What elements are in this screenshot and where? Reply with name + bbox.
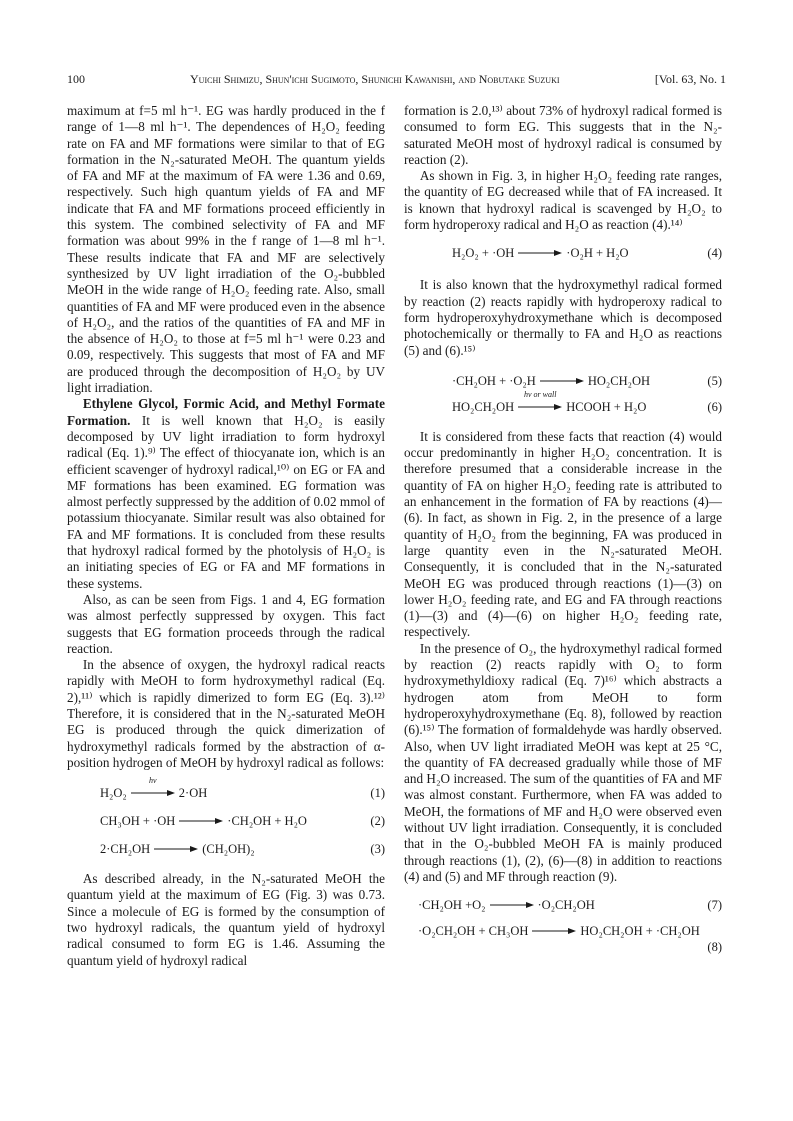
paragraph-body: It is well known that H₂O₂ is easily decomposed by UV light irradiation to form hydroxyl radical (Eq. 1).⁹⁾ The effect of thiocyanate ion, which is an efficient scavenger of hydroxyl radical,¹⁰⁾ on EG or FA and MF formations has been examined. EG formation was almost perfectly suppressed by the addition of 0.02 mmol of potassium thiocyanate. Similar result was also obtained for FA and MF formations. It is concluded from these results that hydroxyl radical formed by the photolysis of H₂O₂ is an initiating species of EG or FA and MF formations in these systems.	[67, 412, 385, 591]
paragraph: As shown in Fig. 3, in higher H₂O₂ feeding rate ranges, the quantity of EG decreased while that of FA increased. It is known that hydroxyl radical is scavenged by H₂O₂ to form hydroperoxy radical and H₂O as reaction (4).¹⁴⁾	[404, 168, 722, 233]
equation-lhs: CH₃OH + ·OH	[100, 814, 176, 829]
equation-number: (5)	[707, 373, 722, 388]
equation-lhs: HO₂CH₂OH	[452, 399, 515, 414]
equation-lhs: ·CH₂OH +O₂	[418, 898, 486, 913]
equation-lhs: H₂O₂	[100, 786, 127, 801]
equation-2	[67, 813, 385, 829]
equation-number: (2)	[370, 814, 385, 829]
right-column	[404, 103, 722, 955]
paragraph: Also, as can be seen from Figs. 1 and 4, EG formation was almost perfectly suppressed by oxygen. This fact suggests that EG formation proceeds through the radical reaction.	[67, 591, 385, 656]
reaction-arrow	[179, 813, 223, 829]
equation-number: (1)	[370, 786, 385, 801]
running-head-volume: [Vol. 63, No. 1	[654, 72, 726, 86]
reaction-arrow	[518, 389, 562, 415]
equation-rhs: HO₂CH₂OH + ·CH₂OH	[580, 924, 700, 939]
equation-4	[404, 245, 722, 261]
equation-7	[404, 897, 722, 913]
equation-rhs: HCOOH + H₂O	[566, 399, 647, 414]
paragraph-section-start	[67, 396, 385, 592]
paragraph: In the presence of O₂, the hydroxymethyl radical formed by reaction (2) reacts rapidly with O₂ to form hydroxymethyldioxy radical (Eq. 7)¹⁶⁾ which abstracts a hydrogen atom from MeOH to form hydroperoxyhydroxymethane (Eq. 8), followed by reaction (6).¹⁵⁾ The formation of formaldehyde was hardly observed. Also, when UV light irradiated MeOH was kept at 25 °C, the quantity of FA decreased gradually while those of MF and H₂O increased. The sum of the quantities of FA and MF was almost constant. Furthermore, when FA was added to MeOH, the formations of MF and H₂O were observed even without UV light irradiation. Consequently, it is concluded that in the O₂-bubbled MeOH FA is mainly produced through reactions (1), (2), (6)—(8) in addition to reactions (4) and (5) and MF through reaction (9).	[404, 640, 722, 884]
equation-number: (4)	[707, 246, 722, 261]
equation-rhs: (CH₂OH)₂	[202, 842, 255, 857]
reaction-arrow	[518, 245, 562, 261]
reaction-arrow	[490, 897, 534, 913]
reaction-arrow	[154, 841, 198, 857]
equation-number: (3)	[370, 842, 385, 857]
running-head-authors: Yuichi Shimizu, Shun'ichi Sugimoto, Shunichi Kawanishi, and Nobutake Suzuki	[190, 72, 560, 86]
paragraph: It is also known that the hydroxymethyl radical formed by reaction (2) reacts rapidly with hydroperoxy radical to form hydroperoxyhydroxymethane which is decomposed photochemically or thermally to FA and H₂O as reactions (5) and (6).¹⁵⁾	[404, 277, 722, 358]
reaction-arrow	[540, 373, 584, 389]
paragraph: It is considered from these facts that reaction (4) would occur predominantly in higher H₂O₂ concentration. It is therefore presumed that a considerable increase in the quantity of FA on higher H₂O₂ feeding rate is attributed to an enhancement in the formation of FA by reactions (4)—(6). In fact, as shown in Fig. 2, in the presence of a large quantity of H₂O₂ from the beginning, FA was produced in large quantity even in the N₂-saturated MeOH. Consequently, it is concluded that in the N₂-saturated MeOH EG was produced through reactions (1)—(3) on lower H₂O₂ feeding rate, and EG and FA through reactions (1)—(3) and (4)—(6) on higher H₂O₂ feeding rate, respectively.	[404, 428, 722, 640]
equation-5	[404, 373, 722, 389]
paragraph: formation is 2.0,¹³⁾ about 73% of hydroxyl radical formed is consumed to form EG. This suggests that in the N₂-saturated MeOH most of hydroxyl radical is consumed by reaction (2).	[404, 103, 722, 167]
reaction-arrow	[131, 776, 175, 801]
equation-lhs: ·CH₂OH + ·O₂H	[452, 373, 536, 388]
arrow-label: hν or wall	[523, 389, 557, 399]
equation-rhs: ·O₂H + H₂O	[566, 246, 629, 261]
reaction-arrow	[532, 923, 576, 939]
equation-number: (7)	[707, 898, 722, 913]
equation-3	[67, 841, 385, 857]
equation-8	[404, 923, 722, 955]
paragraph: In the absence of oxygen, the hydroxyl radical reacts rapidly with MeOH to form hydroxymethyl radical (Eq. 2),¹¹⁾ which is rapidly dimerized to form EG (Eq. 3).¹²⁾ Therefore, it is considered that in the N₂-saturated MeOH EG is produced through the quick dimerization of hydroxymethyl radicals formed by the abstraction of α-position hydrogen of MeOH by hydroxyl radical as follows:	[67, 657, 385, 770]
equation-rhs: HO₂CH₂OH	[587, 373, 651, 388]
equation-number: (8)	[707, 940, 722, 955]
running-head	[67, 70, 726, 88]
equation-lhs: 2·CH₂OH	[100, 842, 151, 857]
equation-lhs: H₂O₂ + ·OH	[452, 246, 515, 261]
left-column	[67, 103, 385, 969]
paragraph: maximum at f=5 ml h⁻¹. EG was hardly produced in the f range of 1—8 ml h⁻¹. The dependences of H₂O₂ feeding rate on FA and MF formations were similar to that of EG formation in the N₂-saturated MeOH. The quantum yields of FA and MF at the maximum of FA were 1.36 and 0.69, respectively. Such high quantum yields of FA and MF indicate that FA and MF formations proceed efficiently in this system. The combined selectivity of FA and MF formation was about 99% in the f range of 1—8 ml h⁻¹. These results indicate that FA and MF are selectively synthesized by UV light irradiation of the O₂-bubbled MeOH in the wide range of H₂O₂ feeding rate. Also, small quantities of FA and MF were produced even in the absence of H₂O₂, and the ratios of the quantities of FA and MF in the absence of H₂O₂ to those at f=5 ml h⁻¹ were 0.23 and 0.09, respectively. This suggests that most of FA and MF are produced through the decomposition of H₂O₂ by UV light irradiation.	[67, 103, 385, 396]
equation-1	[67, 776, 385, 801]
equation-6	[404, 389, 722, 415]
equation-rhs: 2·OH	[178, 786, 208, 801]
page-number: 100	[67, 72, 85, 86]
section-heading: Ethylene Glycol, Formic Acid, and Methyl Formate Formation.	[67, 396, 385, 428]
equation-rhs: ·CH₂OH + H₂O	[227, 814, 307, 829]
paragraph: As described already, in the N₂-saturated MeOH the quantum yield at the maximum of EG (Fig. 3) was 0.73. Since a molecule of EG is formed by the consumption of two hydroxyl radicals, the quantum yield of hydroxyl radical consumed to form EG is 1.46. Assuming the quantum yield of hydroxyl radical	[67, 871, 385, 968]
arrow-label: hν	[149, 776, 157, 786]
equation-lhs: ·O₂CH₂OH + CH₃OH	[418, 924, 529, 939]
equation-rhs: ·O₂CH₂OH	[537, 898, 595, 913]
equation-number: (6)	[707, 399, 722, 414]
